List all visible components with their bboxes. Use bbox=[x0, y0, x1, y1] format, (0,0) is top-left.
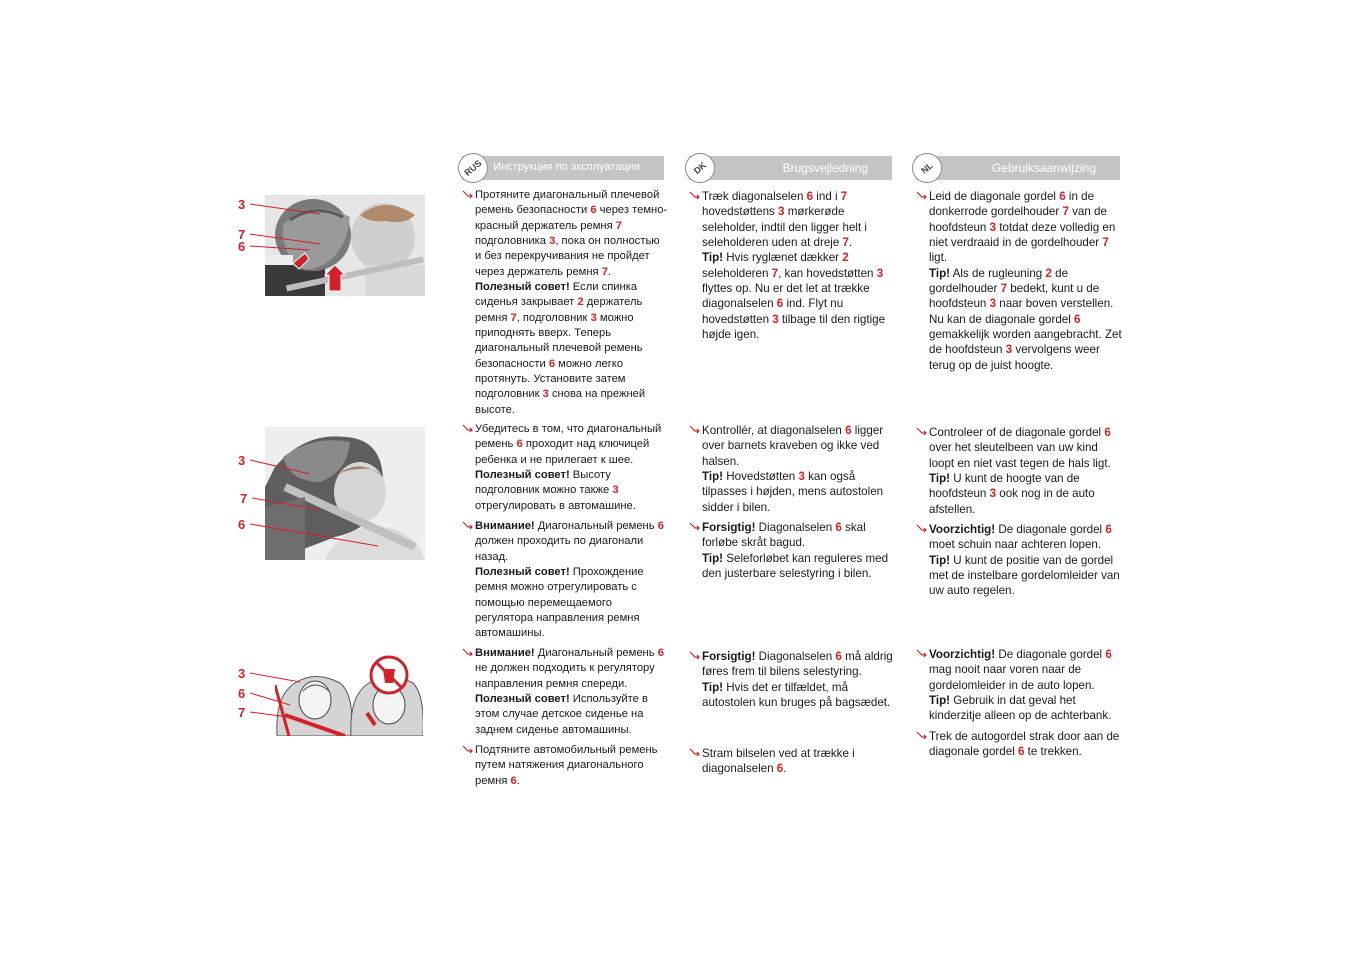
dk-step-2: Kontrollér, at diagonalselen 6 ligger over barnets kraveben og ikke ved halsen. Tip! Hovedstøtten 3 kan også tilpasses i højden, mens autostolen sidder i bilen. bbox=[689, 423, 895, 515]
dk-step-5: Stram bilselen ved at trække i diagonalselen 6. bbox=[689, 746, 895, 777]
arrow-bullet-icon bbox=[462, 423, 473, 436]
figure-1-callout-7: 7 bbox=[238, 227, 246, 242]
language-badge-nl: NL bbox=[906, 147, 948, 189]
nl-step-3: Voorzichtig! De diagonale gordel 6 moet schuin naar achteren lopen. Tip! U kunt de positie van de gordel met de instelbare gordelomleider van uw auto regelen. bbox=[916, 522, 1122, 599]
dk-step-3: Forsigtig! Diagonalselen 6 skal forløbe skråt bagud. Tip! Seleforløbet kan reguleres med den justerbare selestyring i bilen. bbox=[689, 520, 895, 581]
arrow-bullet-icon bbox=[462, 647, 473, 660]
rus-step-4: Внимание! Диагональный ремень 6 не должен подходить к регулятору направления ремня спереди. Полезный совет! Используйте в этом случае детское сиденье на заднем сиденье автомашины. bbox=[462, 646, 668, 738]
arrow-bullet-icon bbox=[689, 190, 700, 203]
figure-2-callout-3: 3 bbox=[238, 453, 246, 468]
arrow-bullet-icon bbox=[689, 650, 700, 663]
figure-3-callout-7: 7 bbox=[238, 705, 246, 720]
figure-1-callout-3: 3 bbox=[238, 197, 246, 212]
figure-1-callout-6: 6 bbox=[238, 239, 246, 254]
arrow-bullet-icon bbox=[462, 520, 473, 533]
rus-step-5: Подтяните автомобильный ремень путем натяжения диагонального ремня 6. bbox=[462, 743, 668, 789]
figure-2-callout-6: 6 bbox=[238, 517, 246, 532]
arrow-bullet-icon bbox=[916, 190, 927, 203]
header-title-dk: Brugsvejledning bbox=[782, 161, 868, 175]
dk-step-1: Træk diagonalselen 6 ind i 7 hovedstøttens 3 mørkerøde seleholder, indtil den ligger helt i seleholderen uden at dreje 7. Tip! Hvis ryglænet dækker 2 seleholderen 7, kan hovedstøtten 3 flyttes op. Nu er det let at trække diagonalselen 6 ind. Flyt nu hovedstøtten 3 tilbage til den rigtige højde igen. bbox=[689, 189, 895, 342]
arrow-bullet-icon bbox=[462, 744, 473, 757]
nl-step-4: Voorzichtig! De diagonale gordel 6 mag nooit naar voren naar de gordelomleider in de auto lopen. Tip! Gebruik in dat geval het kinderzitje alleen op de achterbank. bbox=[916, 647, 1122, 724]
nl-step-5: Trek de autogordel strak door aan de diagonale gordel 6 te trekken. bbox=[916, 729, 1122, 760]
header-title-rus: Инструкция по эксплуатации bbox=[493, 161, 640, 173]
arrow-bullet-icon bbox=[916, 730, 927, 743]
rus-step-3: Внимание! Диагональный ремень 6 должен проходить по диагонали назад. Полезный совет! Прохождение ремня можно отрегулировать с помощью перемещаемого регулятора направления ремня автомашины. bbox=[462, 519, 668, 642]
language-badge-rus: RUS bbox=[452, 147, 494, 189]
rus-step-1: Протяните диагональный плечевой ремень безопасности 6 через темно-красный держатель ремня 7 подголовника 3, пока он полностью и без перекручивания не пройдет через держатель ремня 7. Полезный совет! Если спинка сиденья закрывает 2 держатель ремня 7, подголовник 3 можно приподнять вверх. Теперь диагональный плечевой ремень безопасности 6 можно легко протянуть. Установите затем подголовник 3 снова на прежней высоте. bbox=[462, 188, 668, 418]
arrow-bullet-icon bbox=[689, 521, 700, 534]
arrow-bullet-icon bbox=[462, 189, 473, 202]
arrow-bullet-icon bbox=[916, 523, 927, 536]
header-rus bbox=[462, 156, 664, 180]
rus-step-2: Убедитесь в том, что диагональный ремень 6 проходит над ключицей ребенка и не прилегает к шее. Полезный совет! Высоту подголовник можно также 3 отрегулировать в автомашине. bbox=[462, 422, 668, 514]
header-nl bbox=[916, 156, 1120, 180]
arrow-bullet-icon bbox=[916, 426, 927, 439]
header-dk bbox=[689, 156, 892, 180]
figure-2-callout-7: 7 bbox=[240, 491, 248, 506]
dk-step-4: Forsigtig! Diagonalselen 6 må aldrig føres frem til bilens selestyring. Tip! Hvis det er tilfældet, må autostolen kun bruges på bagsædet. bbox=[689, 649, 895, 710]
nl-step-1: Leid de diagonale gordel 6 in de donkerrode gordelhouder 7 van de hoofdsteun 3 totdat deze volledig en niet verdraaid in de gordelhouder 7 ligt. Tip! Als de rugleuning 2 de gordelhouder 7 bedekt, kunt u de hoofdsteun 3 naar boven verstellen. Nu kan de diagonale gordel 6 gemakkelijk worden aangebracht. Zet de hoofdsteun 3 vervolgens weer terug op de juist hoogte. bbox=[916, 189, 1122, 373]
arrow-bullet-icon bbox=[689, 424, 700, 437]
nl-step-2: Controleer of de diagonale gordel 6 over het sleutelbeen van uw kind loopt en niet vast tegen de hals ligt. Tip! U kunt de hoogte van de hoofdsteun 3 ook nog in de auto afstellen. bbox=[916, 425, 1122, 517]
figure-3-callout-3: 3 bbox=[238, 666, 246, 681]
header-title-nl: Gebruiksaanwijzing bbox=[991, 161, 1096, 175]
arrow-bullet-icon bbox=[916, 648, 927, 661]
arrow-bullet-icon bbox=[689, 747, 700, 760]
figure-3-callout-6: 6 bbox=[238, 686, 246, 701]
language-badge-dk: DK bbox=[679, 147, 721, 189]
